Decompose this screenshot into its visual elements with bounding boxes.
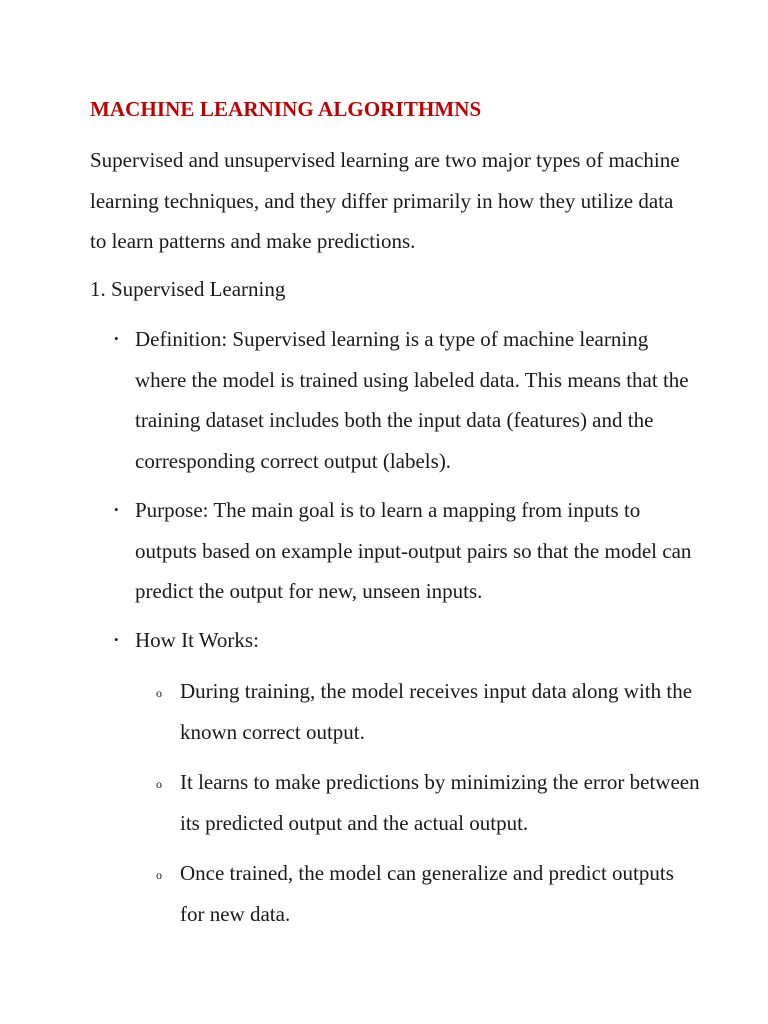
bullet-text: Definition: Supervised learning is a type of machine learning where the model is trained using labeled data. This means that the training dataset includes both the input data (features) and the corresponding correct output (labels). <box>135 327 689 473</box>
sub-bullet-marker: o <box>156 777 162 791</box>
sub-bullet-training <box>156 671 700 752</box>
sub-bullet-marker: o <box>156 868 162 882</box>
bullet-how-it-works <box>114 620 695 661</box>
bullet-marker: • <box>114 632 119 647</box>
document-title: MACHINE LEARNING ALGORITHMNS <box>90 97 482 121</box>
bullet-marker: • <box>114 331 119 346</box>
sub-bullet-generalize <box>156 853 700 934</box>
sub-bullet-text: During training, the model receives input data along with the known correct output. <box>180 679 693 744</box>
section-heading-supervised-learning: 1. Supervised Learning <box>90 277 286 301</box>
bullet-definition <box>114 319 695 481</box>
sub-bullet-text: It learns to make predictions by minimizing the error between its predicted output and the actual output. <box>180 770 700 835</box>
sub-bullet-minimize-error <box>156 762 700 843</box>
intro-paragraph: Supervised and unsupervised learning are two major types of machine learning techniques, and they differ primarily in how they utilize data to learn patterns and make predictions. <box>90 148 680 253</box>
bullet-text: How It Works: <box>135 628 259 652</box>
bullet-purpose <box>114 490 695 612</box>
bullet-text: Purpose: The main goal is to learn a mapping from inputs to outputs based on example input-output pairs so that the model can predict the output for new, unseen inputs. <box>135 498 692 603</box>
bullet-marker: • <box>114 502 119 517</box>
sub-bullet-text: Once trained, the model can generalize and predict outputs for new data. <box>180 861 674 926</box>
sub-bullet-marker: o <box>156 686 162 700</box>
